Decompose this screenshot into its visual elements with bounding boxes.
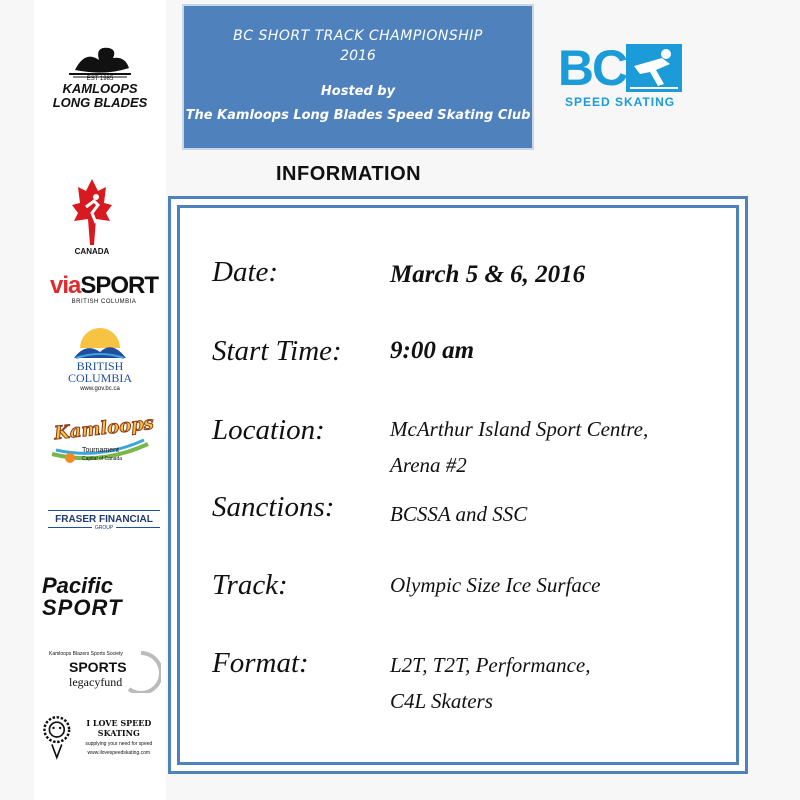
tournament-text: Tournament — [82, 447, 119, 454]
pacificsport-logo — [42, 572, 142, 622]
kamloops-line2: LONG BLADES — [52, 95, 148, 110]
track-label: Track: — [212, 569, 288, 601]
bc-gov-line1: BRITISH — [76, 359, 124, 373]
swan-icon — [65, 40, 135, 80]
fraser-group-text: GROUP — [94, 524, 114, 531]
british-columbia-logo — [58, 322, 142, 398]
location-value-line2: Arena #2 — [390, 453, 467, 477]
format-value-line1: L2T, T2T, Performance, — [390, 653, 591, 677]
ils-url: www.ilovespeedskating.com — [87, 750, 151, 756]
pacific-line1: Pacific — [42, 573, 113, 598]
fraser-financial-logo — [42, 506, 166, 534]
skater-icon — [626, 44, 682, 92]
bc-letters: BC — [557, 40, 627, 96]
location-value-line1: McArthur Island Sport Centre, — [390, 417, 649, 441]
kamloops-city-text: Kamloops — [53, 412, 155, 445]
start-time-label: Start Time: — [212, 335, 342, 367]
viasport-via: via — [49, 272, 81, 299]
location-label: Location: — [212, 414, 325, 446]
bc-gov-url: www.gov.bc.ca — [80, 386, 120, 392]
header-year: 2016 — [340, 48, 376, 64]
bc-gov-line2: COLUMBIA — [67, 371, 132, 385]
header-title: BC SHORT TRACK CHAMPIONSHIP — [233, 28, 483, 44]
tournament-sub-text: Capital of Canada — [82, 456, 123, 462]
speed-skating-canada-logo — [66, 172, 118, 260]
kamloops-tournament-logo — [46, 410, 154, 470]
header-club: The Kamloops Long Blades Speed Skating Club — [185, 108, 531, 123]
sanctions-label: Sanctions: — [212, 491, 335, 523]
ils-line2: supplying your need for speed — [85, 741, 153, 747]
sun-mountains-icon — [72, 328, 128, 360]
canada-text: CANADA — [74, 246, 110, 256]
fraser-text: FRASER FINANCIAL — [55, 513, 153, 525]
bc-speed-skating-logo — [554, 42, 686, 110]
viasport-sport: SPORT — [80, 272, 159, 299]
i-love-speed-skating-logo — [42, 706, 164, 768]
ils-line1: I LOVE SPEED SKATING — [86, 718, 152, 738]
sports-legacy-fund-logo — [44, 648, 162, 694]
pacific-line2: SPORT — [42, 595, 123, 620]
championship-header — [182, 4, 534, 150]
track-value: Olympic Size Ice Surface — [390, 573, 601, 597]
lion-icon — [42, 708, 72, 766]
sanctions-value: BCSSA and SSC — [390, 502, 528, 526]
kamloops-est: EST 1985 — [86, 76, 114, 82]
date-value: March 5 & 6, 2016 — [390, 261, 586, 288]
start-time-value: 9:00 am — [390, 337, 475, 364]
format-label: Format: — [212, 647, 309, 679]
legacy-top-text: Kamloops Blazers Sports Society — [49, 651, 123, 657]
viasport-logo — [42, 268, 166, 310]
viasport-sub: BRITISH COLUMBIA — [71, 299, 137, 305]
header-hosted: Hosted by — [320, 84, 396, 99]
bc-caption: SPEED SKATING — [564, 95, 676, 109]
kamloops-line1: KAMLOOPS — [62, 81, 138, 96]
format-value-line2: C4L Skaters — [390, 689, 493, 713]
legacy-line1: SPORTS — [69, 659, 127, 675]
maple-leaf-skater-icon — [72, 177, 112, 247]
date-label: Date: — [212, 256, 279, 288]
kamloops-long-blades-logo — [36, 34, 164, 116]
information-heading: INFORMATION — [276, 163, 422, 185]
legacy-line2: legacyfund — [69, 675, 123, 689]
